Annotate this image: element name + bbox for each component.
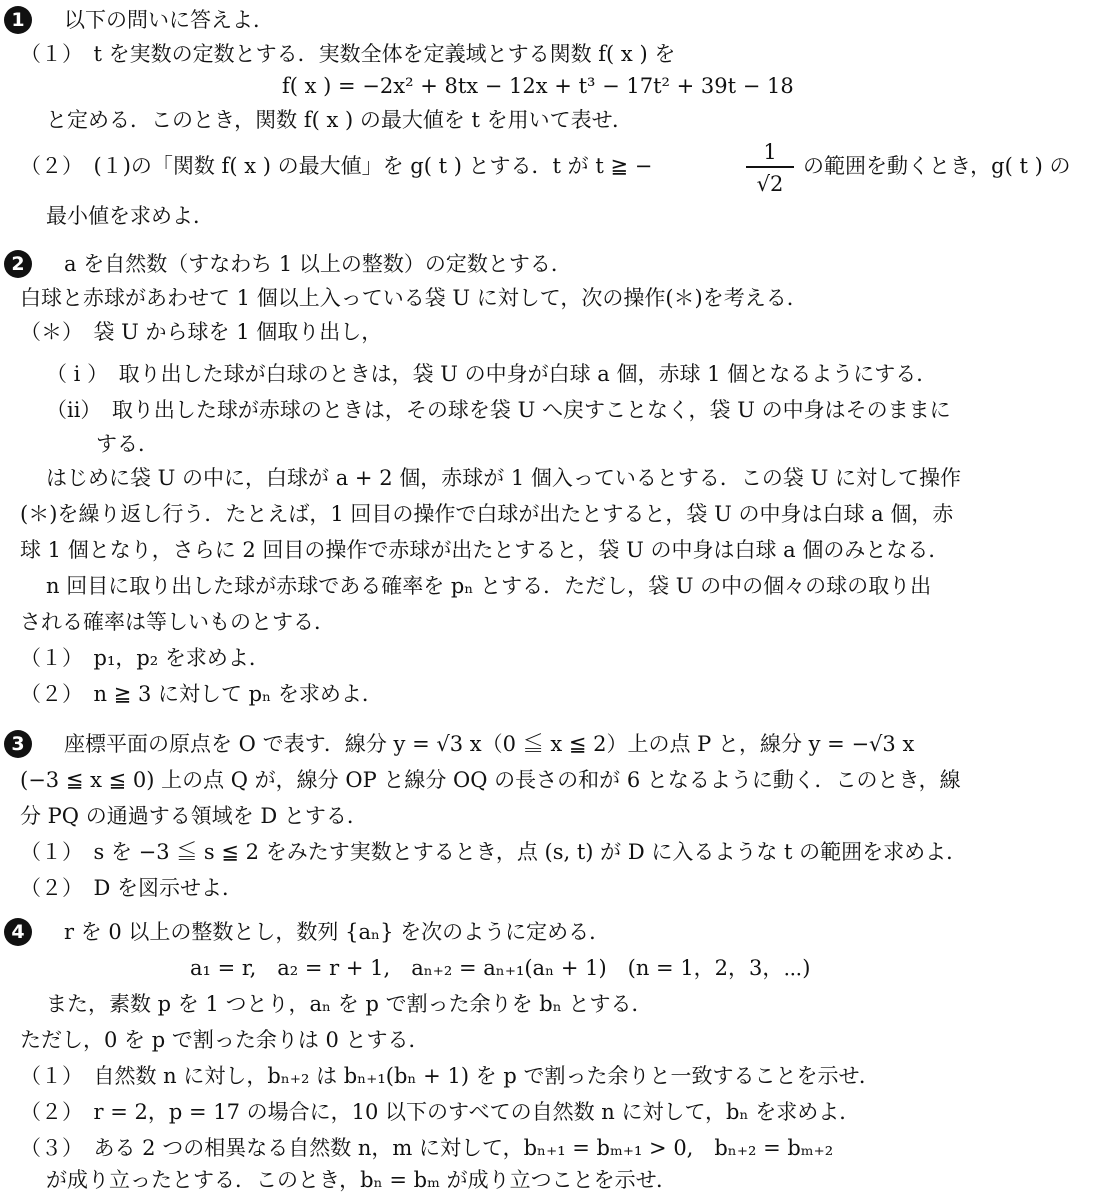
fraction-numerator: 1 (763, 140, 777, 164)
problem-2-line: （ii） 取り出した球が赤球のときは，その球を袋 U へ戻すことなく，袋 U の中身はそのままに (46, 398, 951, 422)
problem-3-line: 分 PQ の通過する領域を D とする． (20, 804, 368, 828)
problem-1-badge: 1 (4, 6, 32, 34)
problem-4-line: ただし，0 を p で割った余りは 0 とする． (20, 1028, 430, 1052)
problem-1-q2-line: の範囲を動くとき，g( t ) の (803, 154, 1071, 178)
problem-1-q1-line: （１） t を実数の定数とする．実数全体を定義域とする関数 f( x ) を (20, 42, 676, 66)
problem-3-line: (−3 ≦ x ≦ 0) 上の点 Q が，線分 OP と線分 OQ の長さの和が 6 となるように動く．このとき，線 (20, 768, 961, 792)
fraction-one-over-root-two (746, 140, 794, 197)
problem-2-line: （＊） 袋 U から球を 1 個取り出し， (20, 320, 383, 344)
problem-1-intro: 以下の問いに答えよ． (64, 8, 274, 32)
problem-4-line: r を 0 以上の整数とし，数列 {aₙ} を次のように定める． (64, 920, 611, 944)
problem-3-q1-line: （１） s を −3 ≦ s ≦ 2 をみたす実数とするとき，点 (s, t) が D に入るような t の範囲を求めよ． (20, 840, 968, 864)
problem-2-badge: 2 (4, 250, 32, 278)
problem-2-line: （ i ） 取り出した球が白球のときは，袋 U の中身が白球 a 個，赤球 1 個となるようにする． (46, 362, 938, 386)
problem-2-line: (＊)を繰り返し行う．たとえば，1 回目の操作で白球が出たとすると，袋 U の中身は白球 a 個，赤 (20, 502, 954, 526)
problem-2-line: される確率は等しいものとする． (20, 610, 335, 634)
problem-2-q1-line: （１） p₁，p₂ を求めよ． (20, 646, 270, 670)
problem-3-line: 座標平面の原点を O で表す．線分 y = √3 x（0 ≦ x ≦ 2）上の点 P と，線分 y = −√3 x (64, 732, 915, 756)
problem-2-q2-line: （２） n ≧ 3 に対して pₙ を求めよ． (20, 682, 383, 706)
problem-3-badge: 3 (4, 730, 32, 758)
problem-2-line: n 回目に取り出した球が赤球である確率を pₙ とする．ただし，袋 U の中の個々の球の取り出 (46, 574, 932, 598)
problem-2-line: 白球と赤球があわせて 1 個以上入っている袋 U に対して，次の操作(＊)を考える． (20, 286, 808, 310)
problem-4-q3-line: （３） ある 2 つの相異なる自然数 n，m に対して，bₙ₊₁ = bₘ₊₁ > 0, bₙ₊₂ = bₘ₊₂ (20, 1136, 834, 1160)
problem-1-q2-line: （２） (１)の「関数 f( x ) の最大値」を g( t ) とする．t が t ≧ − (20, 154, 653, 178)
problem-4-q3-line: が成り立ったとする．このとき，bₙ = bₘ が成り立つことを示せ． (46, 1168, 677, 1192)
problem-1-equation: f( x ) = −2x² + 8tx − 12x + t³ − 17t² + 39t − 18 (282, 74, 794, 98)
problem-2-line: a を自然数（すなわち 1 以上の整数）の定数とする． (64, 252, 572, 276)
problem-2-line: する． (96, 432, 159, 456)
problem-1-q1-line: と定める．このとき，関数 f( x ) の最大値を t を用いて表せ． (46, 108, 634, 132)
problem-4-q1-line: （１） 自然数 n に対し，bₙ₊₂ は bₙ₊₁(bₙ + 1) を p で割った余りと一致することを示せ． (20, 1064, 880, 1088)
problem-4-badge: 4 (4, 918, 32, 946)
fraction-denominator: √2 (756, 171, 784, 196)
fraction-bar (746, 166, 794, 168)
problem-4-q2-line: （２） r = 2，p = 17 の場合に，10 以下のすべての自然数 n に対して，bₙ を求めよ． (20, 1100, 861, 1124)
problem-3-q2-line: （２） D を図示せよ． (20, 876, 244, 900)
problem-4-line: また，素数 p を 1 つとり，aₙ を p で割った余りを bₙ とする． (46, 992, 653, 1016)
problem-2-line: 球 1 個となり，さらに 2 回目の操作で赤球が出たとすると，袋 U の中身は白球 a 個のみとなる． (20, 538, 950, 562)
problem-1-q2-line: 最小値を求めよ． (46, 204, 214, 228)
problem-4-recurrence: a₁ = r, a₂ = r + 1, aₙ₊₂ = aₙ₊₁(aₙ + 1) (n = 1，2，3，⋯) (190, 956, 811, 980)
problem-2-line: はじめに袋 U の中に，白球が a + 2 個，赤球が 1 個入っているとする．この袋 U に対して操作 (46, 466, 961, 490)
